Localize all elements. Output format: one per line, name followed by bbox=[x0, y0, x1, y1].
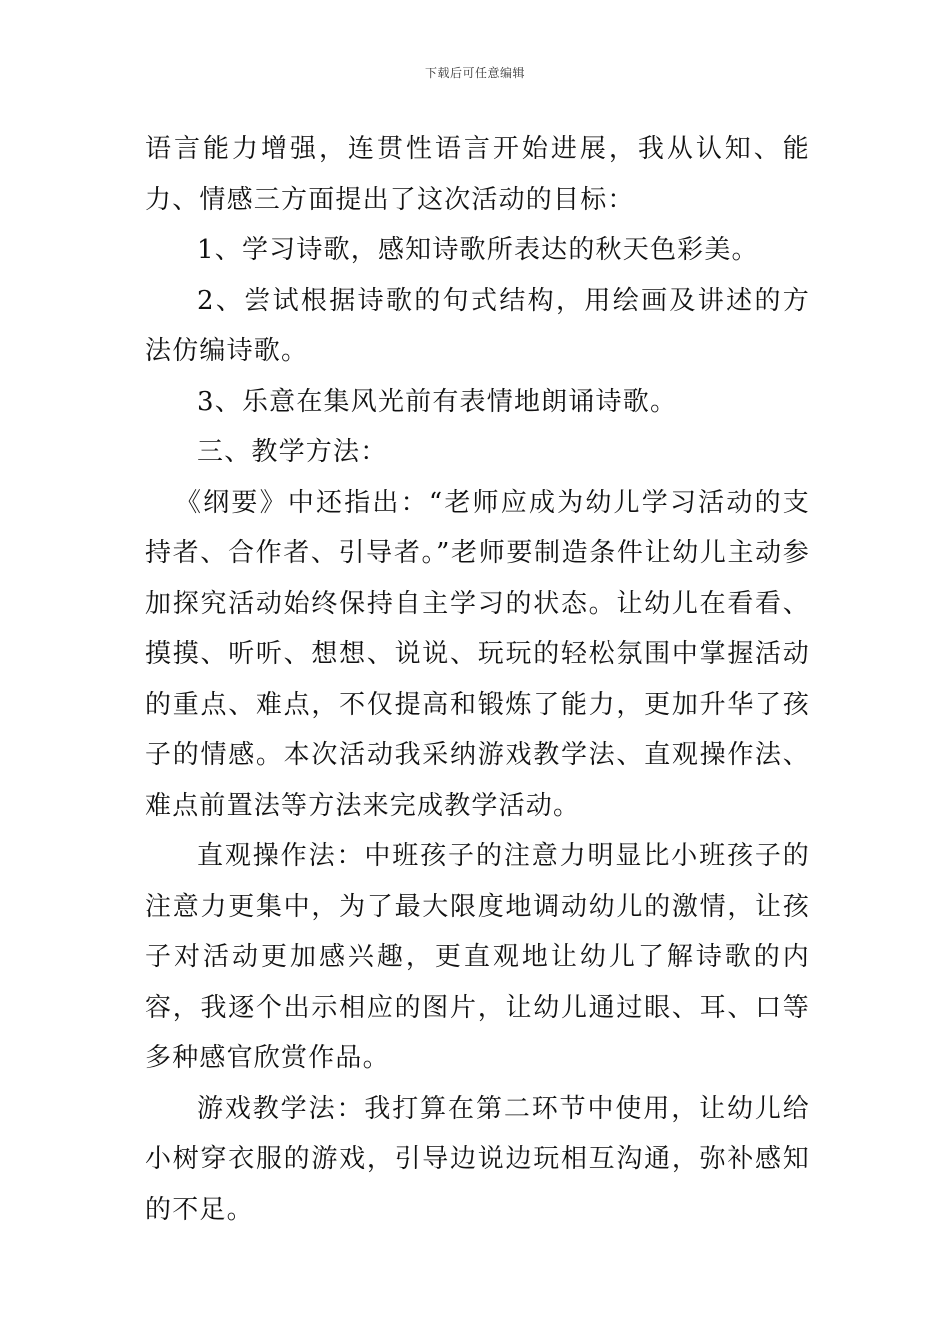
paragraph-goal-1: 1、学习诗歌，感知诗歌所表达的秋天色彩美。 bbox=[197, 235, 759, 265]
paragraph-game-method: 游戏教学法：我打算在第二环节中使用，让幼儿给小树穿衣服的游戏，引导边说边玩相互沟通，弥补感知的不足。 bbox=[145, 1093, 810, 1225]
paragraph-goals-intro: 语言能力增强，连贯性语言开始进展，我从认知、能力、情感三方面提出了这次活动的目标： bbox=[145, 134, 810, 215]
section-heading-teaching-methods: 三、教学方法： bbox=[197, 437, 388, 467]
document-body bbox=[145, 124, 810, 1235]
paragraph-visual-method: 直观操作法：中班孩子的注意力明显比小班孩子的注意力更集中，为了最大限度地调动幼儿的激情，让孩子对活动更加感兴趣，更直观地让幼儿了解诗歌的内容，我逐个出示相应的图片，让幼儿通过眼、耳、口等多种感官欣赏作品。 bbox=[145, 841, 810, 1073]
paragraph-goal-2: 2、尝试根据诗歌的句式结构，用绘画及讲述的方法仿编诗歌。 bbox=[145, 285, 810, 366]
paragraph-goal-3: 3、乐意在集风光前有表情地朗诵诗歌。 bbox=[197, 386, 678, 417]
paragraph-guideline: 《纲要》中还指出：“老师应成为幼儿学习活动的支持者、合作者、引导者。”老师要制造条件让幼儿主动参加探究活动始终保持自主学习的状态。让幼儿在看看、摸摸、听听、想想、说说、玩玩的轻松氛围中掌握活动的重点、难点，不仅提高和锻炼了能力，更加升华了孩子的情感。本次活动我采纳游戏教学法、直观操作法、难点前置法等方法来完成教学活动。 bbox=[145, 487, 810, 821]
page-header: 下载后可任意编辑 bbox=[424, 66, 525, 80]
